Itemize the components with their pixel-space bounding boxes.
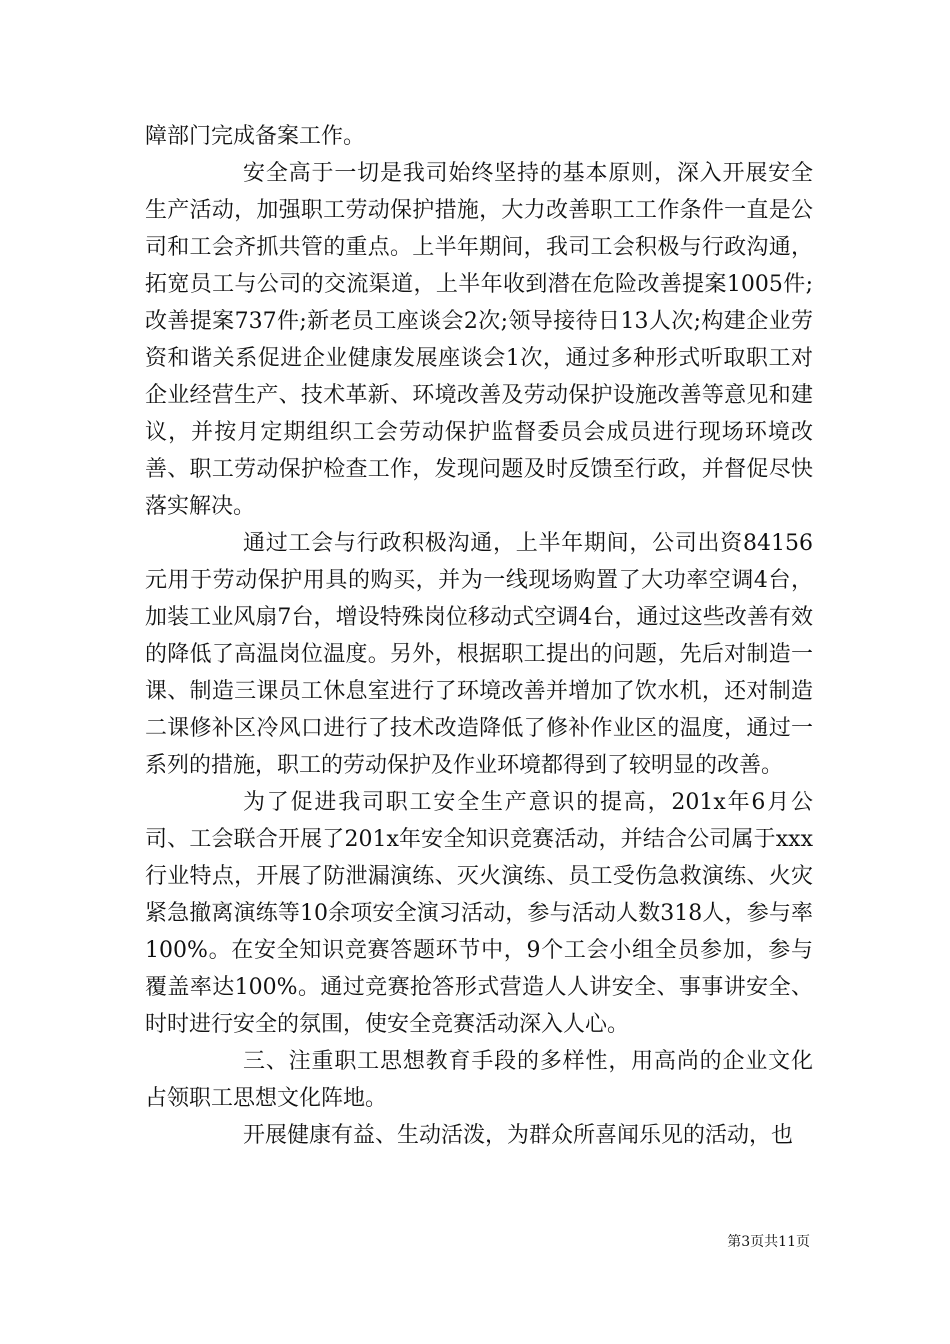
document-body	[145, 118, 813, 1154]
paragraph-1: 障部门完成备案工作。	[145, 124, 366, 149]
paragraph-6: 开展健康有益、生动活泼，为群众所喜闻乐见的活动，也	[243, 1123, 794, 1148]
page-number: 第3页共11页	[727, 1234, 810, 1250]
paragraph-3: 通过工会与行政积极沟通，上半年期间，公司出资84156元用于劳动保护用具的购买，并为一线现场购置了大功率空调4台，加装工业风扇7台，增设特殊岗位移动式空调4台，通过这些改善有效的降低了高温岗位温度。另外，根据职工提出的问题，先后对制造一课、制造三课员工休息室进行了环境改善并增加了饮水机，还对制造二课修补区冷风口进行了技术改造降低了修补作业区的温度，通过一系列的措施，职工的劳动保护及作业环境都得到了较明显的改善。	[145, 531, 813, 778]
paragraph-2: 安全高于一切是我司始终坚持的基本原则，深入开展安全生产活动，加强职工劳动保护措施，大力改善职工工作条件一直是公司和工会齐抓共管的重点。上半年期间，我司工会积极与行政沟通，拓宽员工与公司的交流渠道，上半年收到潜在危险改善提案1005件;改善提案737件;新老员工座谈会2次;领导接待日13人次;构建企业劳资和谐关系促进企业健康发展座谈会1次，通过多种形式听取职工对企业经营生产、技术革新、环境改善及劳动保护设施改善等意见和建议，并按月定期组织工会劳动保护监督委员会成员进行现场环境改善、职工劳动保护检查工作，发现问题及时反馈至行政，并督促尽快落实解决。	[145, 161, 813, 519]
paragraph-4: 为了促进我司职工安全生产意识的提高，201x年6月公司、工会联合开展了201x年安全知识竞赛活动，并结合公司属于xxx行业特点，开展了防泄漏演练、灭火演练、员工受伤急救演练、火灾紧急撤离演练等10余项安全演习活动，参与活动人数318人，参与率100%。在安全知识竞赛答题环节中，9个工会小组全员参加，参与覆盖率达100%。通过竞赛抢答形式营造人人讲安全、事事讲安全、时时进行安全的氛围，使安全竞赛活动深入人心。	[145, 790, 813, 1037]
paragraph-5: 三、注重职工思想教育手段的多样性，用高尚的企业文化占领职工思想文化阵地。	[145, 1049, 813, 1111]
